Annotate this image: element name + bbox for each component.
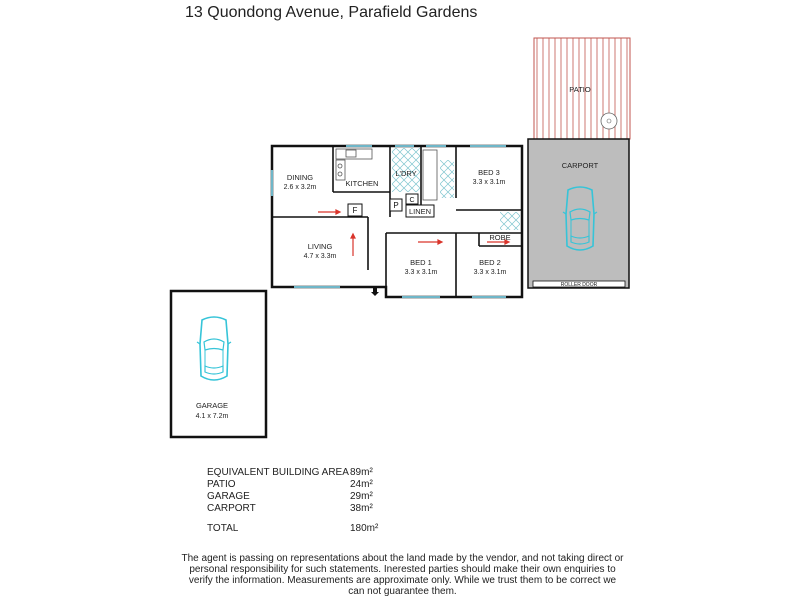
patio-area: [534, 38, 630, 139]
garage-area: [171, 291, 266, 437]
total-label: TOTAL: [207, 523, 239, 534]
area-label: GARAGE: [207, 491, 250, 502]
total-value: 180m²: [350, 523, 379, 534]
area-row: [207, 503, 407, 515]
area-row: [207, 467, 407, 479]
carport-label: CARPORT: [561, 161, 599, 170]
area-value: 38m²: [350, 503, 373, 514]
bed3-label: BED 3: [478, 168, 500, 177]
fridge-label: F: [352, 206, 358, 215]
kitchen-label: KITCHEN: [345, 179, 379, 188]
disclaimer-text: The agent is passing on representations about the land made by the vendor, and not taking direct or personal responsibility for such statements. Inerested parties should make their own enquiries to verify the information. Measurements are approximate only. While we trust them to be correct we can not guarantee them.: [181, 553, 624, 597]
laundry-label: L'DRY: [395, 169, 417, 178]
robe-label: ROBE: [489, 233, 511, 242]
garage-car-icon: [197, 317, 231, 380]
bed2-label: BED 2: [479, 258, 501, 267]
living-dim: 4.7 x 3.3m: [303, 253, 337, 260]
linen-label: LINEN: [408, 207, 432, 216]
carport-area: [528, 139, 629, 288]
page-title: 13 Quondong Avenue, Parafield Gardens: [185, 4, 478, 21]
area-value: 89m²: [350, 467, 373, 478]
pantry-label: P: [393, 201, 399, 210]
area-label: CARPORT: [207, 503, 256, 514]
area-label: EQUIVALENT BUILDING AREA: [207, 467, 349, 478]
bed1-dim: 3.3 x 3.1m: [404, 269, 438, 276]
bed3-dim: 3.3 x 3.1m: [472, 179, 506, 186]
area-summary: [207, 467, 407, 535]
area-total-row: [207, 523, 407, 535]
area-row: [207, 479, 407, 491]
dining-dim: 2.6 x 3.2m: [283, 184, 317, 191]
area-value: 29m²: [350, 491, 373, 502]
cupboard-label: C: [409, 197, 415, 204]
garage-dim: 4.1 x 7.2m: [195, 413, 229, 420]
patio-label: PATIO: [569, 85, 591, 94]
dining-label: DINING: [286, 173, 314, 182]
garage-label: GARAGE: [195, 401, 229, 410]
area-row: [207, 491, 407, 503]
kitchen-fixtures: [336, 149, 372, 180]
bed1-label: BED 1: [410, 258, 432, 267]
area-label: PATIO: [207, 479, 236, 490]
roller-door-label: ROLLER DOOR: [560, 282, 598, 288]
bed2-dim: 3.3 x 3.1m: [473, 269, 507, 276]
area-value: 24m²: [350, 479, 373, 490]
windows: [210, 146, 506, 297]
living-label: LIVING: [307, 242, 333, 251]
